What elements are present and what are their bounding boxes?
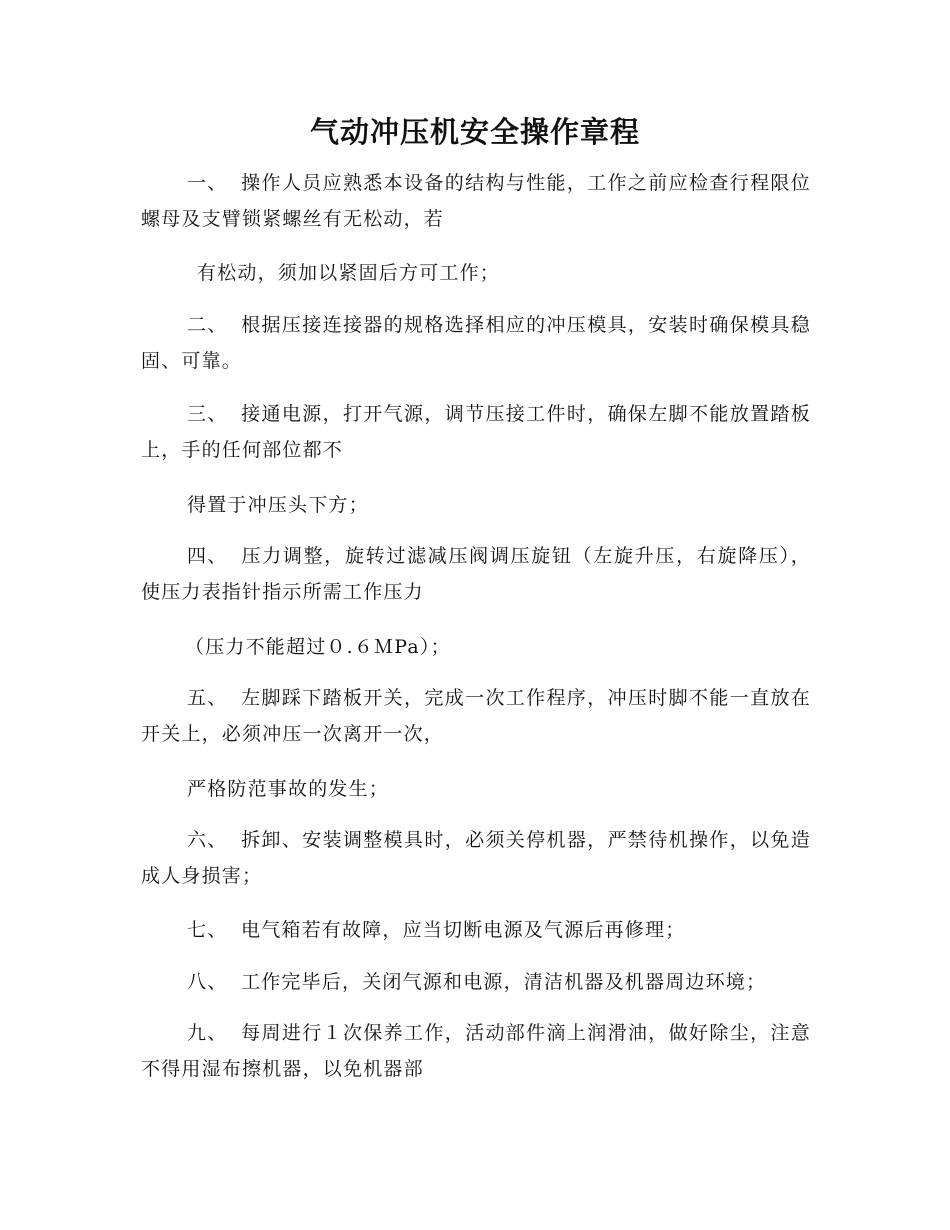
item-number: 四、 bbox=[187, 545, 228, 567]
paragraph-8 bbox=[141, 964, 811, 1000]
item-text: 工作完毕后，关闭气源和电源，清洁机器及机器周边环境； bbox=[241, 971, 767, 993]
paragraph-3 bbox=[141, 396, 811, 468]
paragraph-1 bbox=[141, 165, 811, 237]
item-text: 拆卸、安装调整模具时，必须关停机器，严禁待机操作，以免造成人身损害； bbox=[141, 829, 811, 887]
paragraph-1-continuation: 有松动，须加以紧固后方可工作； bbox=[197, 262, 501, 284]
paragraph-3-continuation: 得置于冲压头下方； bbox=[187, 494, 369, 516]
item-text: 根据压接连接器的规格选择相应的冲压模具，安装时确保模具稳固、可靠。 bbox=[141, 314, 811, 372]
item-text: 每周进行１次保养工作，活动部件滴上润滑油，做好除尘，注意不得用湿布擦机器，以免机器部 bbox=[141, 1022, 811, 1080]
item-number: 九、 bbox=[187, 1022, 228, 1044]
item-text: 电气箱若有故障，应当切断电源及气源后再修理； bbox=[241, 919, 686, 941]
item-number: 七、 bbox=[187, 919, 228, 941]
paragraph-5-continuation: 严格防范事故的发生； bbox=[187, 778, 390, 800]
paragraph-7 bbox=[141, 912, 811, 948]
item-text: 操作人员应熟悉本设备的结构与性能，工作之前应检查行程限位螺母及支臂锁紧螺丝有无松动，若 bbox=[141, 172, 811, 230]
item-text: 压力调整，旋转过滤减压阀调压旋钮（左旋升压，右旋降压），使压力表指针指示所需工作压力 bbox=[141, 545, 811, 603]
item-number: 二、 bbox=[187, 314, 228, 336]
paragraph-6 bbox=[141, 822, 811, 894]
paragraph-2 bbox=[141, 307, 811, 379]
paragraph-9 bbox=[141, 1015, 811, 1087]
document-title: 气动冲压机安全操作章程 bbox=[309, 115, 640, 149]
item-number: 六、 bbox=[187, 829, 228, 851]
paragraph-4-continuation: （压力不能超过０.６ＭPa）； bbox=[185, 636, 451, 658]
item-number: 三、 bbox=[187, 403, 228, 425]
paragraph-5 bbox=[141, 680, 811, 752]
item-text: 接通电源，打开气源，调节压接工件时，确保左脚不能放置踏板上，手的任何部位都不 bbox=[141, 403, 811, 461]
paragraph-4 bbox=[141, 538, 811, 610]
item-number: 八、 bbox=[187, 971, 228, 993]
item-number: 五、 bbox=[187, 687, 228, 709]
item-text: 左脚踩下踏板开关，完成一次工作程序，冲压时脚不能一直放在开关上，必须冲压一次离开一次， bbox=[141, 687, 811, 745]
item-number: 一、 bbox=[187, 172, 228, 194]
